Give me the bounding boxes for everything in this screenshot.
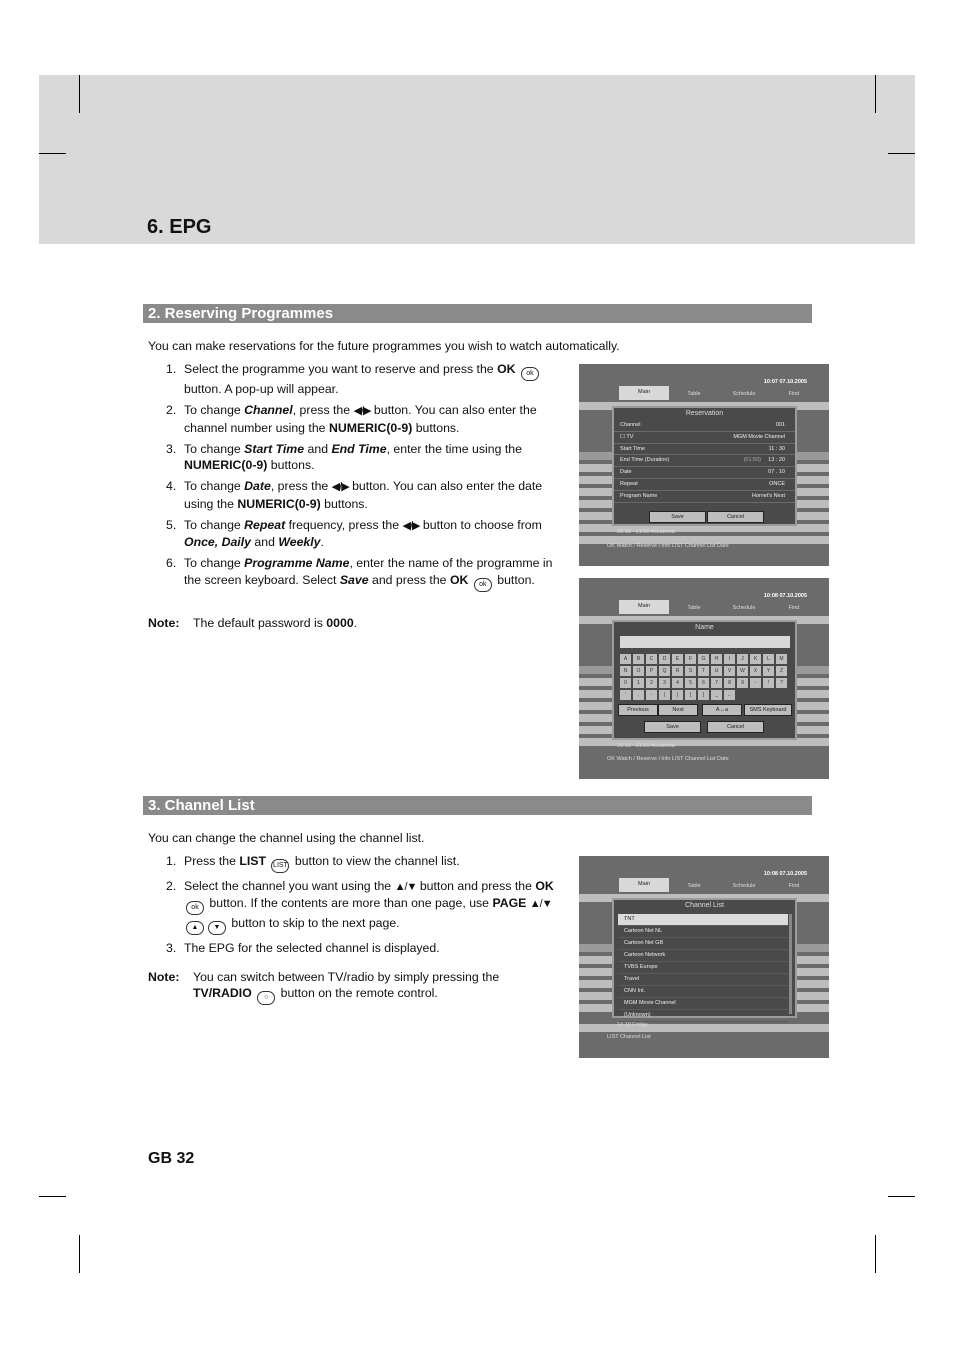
clock-text: 10:07 07.10.2005: [763, 379, 807, 385]
field-duration: (01:50): [743, 457, 761, 464]
tab-find: Find: [788, 605, 800, 611]
crop-mark: [39, 153, 66, 154]
keyboard-key[interactable]: Z: [776, 666, 787, 676]
keyboard-key[interactable]: S: [685, 666, 696, 676]
save-button[interactable]: Save: [649, 511, 706, 523]
list-item: 3. To change Start Time and End Time, enter the time using the NUMERIC(0-9) buttons.: [166, 441, 522, 472]
keyboard-key[interactable]: Q: [659, 666, 670, 676]
keyboard-key[interactable]: -: [646, 690, 657, 700]
name-input[interactable]: [620, 636, 790, 648]
list-item: 1. Press the LIST LIST button to view the channel list.: [148, 853, 560, 873]
note-label: Note:: [148, 616, 180, 630]
list-item: 2. Select the channel you want using the ▲/▼ button and press the OK ok button. If the contents are more than one page, use PAGE ▲/▼ ▲ ▼ button to skip to the next page.: [148, 878, 560, 936]
next-label: Next: [672, 707, 684, 713]
field-row[interactable]: [614, 467, 795, 479]
keyboard-key[interactable]: [: [685, 690, 696, 700]
field-value: MGM Movie Channel: [733, 433, 785, 440]
reservation-dialog: [612, 406, 797, 526]
field-label: TV: [626, 433, 634, 440]
keyboard-key[interactable]: _: [711, 690, 722, 700]
keyboard-key[interactable]: 0: [620, 678, 631, 688]
field-row[interactable]: [614, 420, 795, 432]
channel-list-screenshot: [579, 856, 829, 1058]
name-dialog: [612, 620, 797, 740]
tv-radio-button-icon: ○: [257, 991, 275, 1005]
field-value: 13 : 20: [768, 457, 785, 464]
field-label: Start Time: [620, 445, 646, 452]
channel-item[interactable]: (Unknown): [618, 1010, 788, 1022]
page-number: GB 32: [148, 1150, 195, 1167]
dialog-title: Reservation: [685, 410, 724, 417]
note-text: The default password is: [193, 616, 327, 630]
channel-item[interactable]: TVBS Europe: [618, 962, 788, 974]
keyboard-key[interactable]: O: [633, 666, 644, 676]
cancel-button[interactable]: Cancel: [707, 721, 764, 733]
field-value: 11 : 30: [768, 445, 785, 452]
keyboard-key[interactable]: D: [659, 654, 670, 664]
keyboard-key[interactable]: K: [750, 654, 761, 664]
next-button[interactable]: [658, 704, 698, 716]
crop-mark: [888, 1196, 915, 1197]
dialog-title: Channel List: [685, 902, 724, 909]
section-heading-reserving: 2. Reserving Programmes: [143, 304, 812, 323]
list-item: 3. The EPG for the selected channel is displayed.: [166, 940, 440, 955]
left-right-arrow-icon: ◀/▶: [353, 405, 371, 417]
channel-item[interactable]: MGM Movie Channel: [618, 998, 788, 1010]
note-label: Note:: [148, 970, 180, 984]
crop-mark: [875, 75, 876, 113]
keyboard-key[interactable]: P: [646, 666, 657, 676]
keyboard-key[interactable]: 6: [698, 678, 709, 688]
keyboard-key[interactable]: 9: [737, 678, 748, 688]
channel-list-dialog: [612, 898, 797, 1018]
keyboard-key[interactable]: E: [672, 654, 683, 664]
keyboard-key[interactable]: (: [659, 690, 670, 700]
note-text: .: [353, 616, 358, 630]
keyboard-key[interactable]: 7: [711, 678, 722, 688]
chapter-title: 6. EPG: [147, 216, 212, 238]
keyboard-key[interactable]: 4: [672, 678, 683, 688]
keyboard-key[interactable]: F: [685, 654, 696, 664]
tab-schedule: Schedule: [732, 605, 756, 611]
case-toggle-button[interactable]: A↔a: [702, 704, 742, 716]
section-heading-channel-list: 3. Channel List: [143, 796, 812, 815]
keyboard-key[interactable]: 5: [685, 678, 696, 688]
field-value: Hornet's Nest: [751, 492, 785, 499]
sms-keyboard-button[interactable]: SMS Keyboard: [744, 704, 792, 716]
note-password: [148, 615, 548, 631]
field-row[interactable]: [614, 444, 795, 456]
keyboard-key[interactable]: B: [633, 654, 644, 664]
field-label: Channel: [620, 422, 641, 428]
page-button-icon: ▼: [208, 921, 226, 935]
field-label: Program Name: [620, 492, 658, 499]
tab-table: Table: [687, 391, 701, 397]
crop-mark: [888, 153, 915, 154]
keyboard-key[interactable]: H: [711, 654, 722, 664]
scrollbar[interactable]: [789, 914, 792, 1014]
section-intro: You can make reservations for the future programmes you wish to watch automatically.: [148, 339, 620, 353]
date-line: 14.10 Friday: [617, 1022, 648, 1028]
ok-button-icon: ok: [474, 578, 492, 592]
tab-table: Table: [687, 605, 701, 611]
field-row[interactable]: [614, 432, 795, 444]
channel-item[interactable]: CNN Int.: [618, 986, 788, 998]
keyboard-key[interactable]: ': [620, 690, 631, 700]
keyboard-key[interactable]: 2: [646, 678, 657, 688]
keyboard-key[interactable]: Y: [763, 666, 774, 676]
save-button[interactable]: Save: [644, 721, 701, 733]
crop-mark: [79, 1235, 80, 1273]
up-down-arrow-icon: ▲/▼: [394, 880, 417, 893]
keyboard-key[interactable]: G: [698, 654, 709, 664]
crop-mark: [875, 1235, 876, 1273]
tab-main: Main: [619, 600, 669, 614]
keyboard-key[interactable]: C: [646, 654, 657, 664]
keyboard-key[interactable]: ,: [633, 690, 644, 700]
field-label: Date: [620, 469, 632, 476]
cancel-button[interactable]: Cancel: [707, 511, 764, 523]
page-up-down-icon: ▲/▼: [529, 898, 552, 910]
button-legend: LIST Channel List: [607, 1034, 651, 1040]
epg-tabs: [619, 602, 829, 614]
tab-main: Main: [619, 878, 669, 892]
channel-list: [618, 914, 788, 1022]
keyboard-key[interactable]: L: [763, 654, 774, 664]
field-row[interactable]: [614, 491, 795, 503]
channel-item[interactable]: Travel: [618, 974, 788, 986]
keyboard-key[interactable]: A: [620, 654, 631, 664]
field-row[interactable]: [614, 479, 795, 491]
keyboard-key[interactable]: -: [750, 678, 761, 688]
left-right-arrow-icon: ◀/▶: [331, 481, 349, 493]
keyboard-key[interactable]: 3: [659, 678, 670, 688]
channel-item[interactable]: Cartoon Net GB: [618, 938, 788, 950]
ok-button-icon: ok: [521, 367, 539, 381]
tab-find: Find: [788, 391, 800, 397]
reserve-steps: [148, 361, 560, 596]
clock-text: 10:08 07.10.2005: [763, 593, 807, 599]
tab-table: Table: [687, 883, 701, 889]
keyboard-key[interactable]: 8: [724, 678, 735, 688]
page-button-icon: ▲: [186, 921, 204, 935]
note-bold: 0000: [326, 616, 354, 630]
keyboard-key[interactable]: R: [672, 666, 683, 676]
list-item: 5. To change Repeat frequency, press the ◀/▶ button to choose from Once, Daily and Weekly.: [166, 517, 542, 549]
tab-schedule: Schedule: [732, 883, 756, 889]
previous-label: Previous: [627, 707, 649, 713]
keyboard-key[interactable]: U: [711, 666, 722, 676]
field-value: 001: [775, 422, 785, 428]
section-intro: You can change the channel using the channel list.: [148, 831, 425, 845]
field-value: 07 . 10: [768, 469, 785, 476]
note-text: You can switch between TV/radio by simply pressing the: [193, 970, 500, 984]
channel-list-steps: [148, 853, 560, 961]
epg-tabs: [619, 880, 829, 892]
keyboard-key[interactable]: ]: [698, 690, 709, 700]
keyboard-key[interactable]: !: [763, 678, 774, 688]
keyboard-key[interactable]: ←: [724, 690, 735, 700]
button-legend: OK Watch / Reserve i Info LIST Channel List Date: [607, 543, 729, 549]
field-row[interactable]: [614, 455, 795, 467]
keyboard-key[interactable]: N: [620, 666, 631, 676]
program-line: 20:15 - 21:50 Accidenta: [617, 529, 675, 535]
keyboard-key[interactable]: I: [724, 654, 735, 664]
list-item: 2. To change Channel, press the ◀/▶ button. You can also enter the channel number using the NUMERIC(0-9) buttons.: [166, 403, 537, 435]
keyboard-key[interactable]: ): [672, 690, 683, 700]
button-legend: OK Watch / Reserve i Info LIST Channel List Date: [607, 756, 729, 762]
tab-schedule: Schedule: [732, 391, 756, 397]
keyboard-key[interactable]: W: [737, 666, 748, 676]
channel-item[interactable]: TNT: [618, 914, 788, 926]
keyboard-key[interactable]: T: [698, 666, 709, 676]
ok-button-icon: ok: [186, 901, 204, 915]
keyboard-key[interactable]: 1: [633, 678, 644, 688]
channel-item[interactable]: Cartoon Network: [618, 950, 788, 962]
dialog-title: Name: [695, 624, 714, 631]
crop-mark: [39, 1196, 66, 1197]
epg-tabs: [619, 388, 829, 400]
channel-item[interactable]: Cartoon Net NL: [618, 926, 788, 938]
tab-main: Main: [619, 386, 669, 400]
keyboard-key[interactable]: X: [750, 666, 761, 676]
reservation-screenshot: [579, 364, 829, 566]
previous-button[interactable]: [618, 704, 658, 716]
keyboard-key[interactable]: J: [737, 654, 748, 664]
keyboard-key[interactable]: M: [776, 654, 787, 664]
list-button-icon: LIST: [271, 859, 289, 873]
program-line: 20:15 - 21:50 Accidenta: [617, 743, 675, 749]
field-value: ONCE: [769, 480, 785, 487]
name-keyboard-screenshot: [579, 578, 829, 779]
crop-mark: [79, 75, 80, 113]
list-item: 1. Select the programme you want to reserve and press the OK ok button. A pop-up will appear.: [148, 361, 560, 398]
note-bold: TV/RADIO: [193, 986, 252, 1000]
keyboard-key[interactable]: V: [724, 666, 735, 676]
list-item: 6. To change Programme Name, enter the name of the programme in the screen keyboard. Select Save and press the OK ok button.: [148, 555, 560, 592]
list-item: 4. To change Date, press the ◀/▶ button. You can also enter the date using the NUMERIC(0-9) buttons.: [166, 479, 543, 511]
field-label: Repeat: [620, 480, 638, 487]
field-label: End Time (Duration): [620, 457, 670, 464]
tab-find: Find: [788, 883, 800, 889]
keyboard-key[interactable]: ?: [776, 678, 787, 688]
note-text: button on the remote control.: [280, 986, 438, 1000]
clock-text: 10:08 07.10.2005: [763, 871, 807, 877]
note-tv-radio: [148, 969, 558, 1005]
left-right-arrow-icon: ◀/▶: [402, 519, 420, 532]
checkbox-icon: ☐: [620, 433, 627, 440]
